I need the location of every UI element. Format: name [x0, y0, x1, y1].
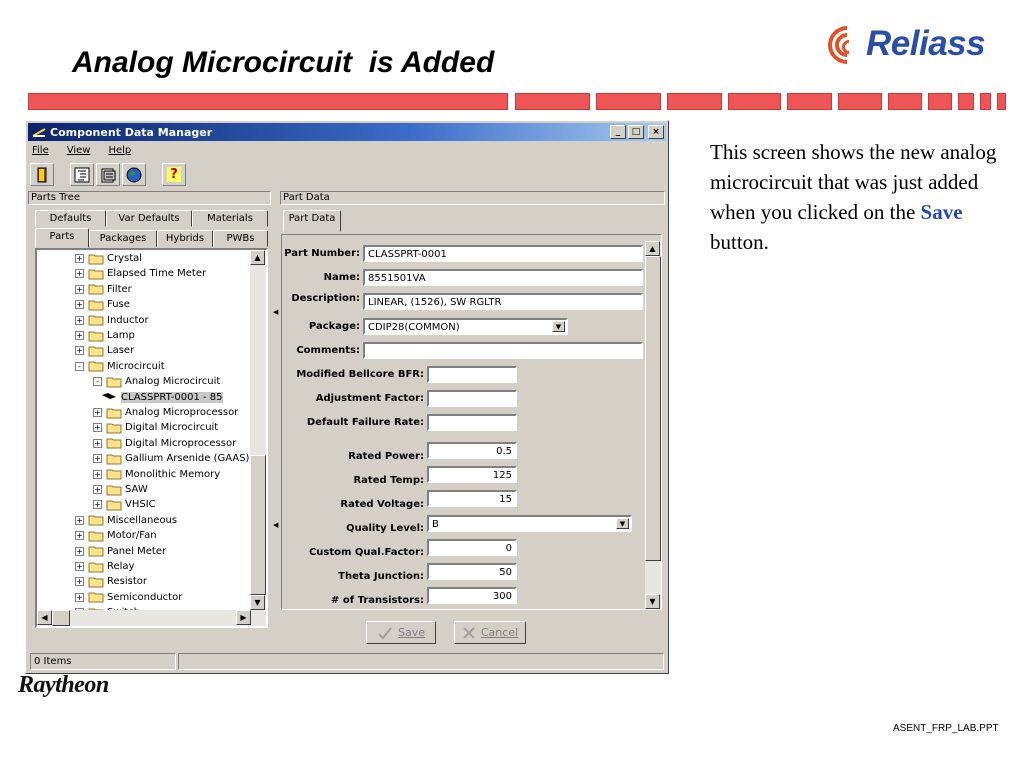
comments-field[interactable] [363, 342, 643, 359]
scroll-left-button[interactable]: ◀ [37, 610, 52, 625]
minimize-button[interactable]: _ [610, 125, 626, 139]
default-failure-rate-field[interactable] [427, 414, 517, 431]
tree-row[interactable] [101, 390, 223, 405]
status-bar [28, 653, 666, 671]
folder-icon [88, 576, 104, 588]
globe-tool-button[interactable] [122, 163, 146, 186]
transistors-field[interactable]: 300 [427, 587, 517, 604]
expand-icon[interactable]: + [76, 577, 83, 587]
tree-row[interactable] [93, 497, 156, 512]
expand-icon[interactable]: + [76, 300, 83, 310]
globe-icon [126, 167, 142, 183]
tree-row[interactable] [75, 544, 166, 559]
slide-caption [710, 137, 1010, 257]
reliass-logo [826, 20, 985, 68]
report-tool-button[interactable] [96, 163, 120, 186]
status-empty [178, 653, 664, 670]
label-part-number: Part Number: [284, 248, 360, 259]
tree-item-label: Digital Microcircuit [125, 422, 219, 434]
expand-icon[interactable]: + [94, 438, 101, 448]
header-rule-segment [667, 93, 722, 110]
expand-icon[interactable]: + [76, 284, 83, 294]
maximize-button[interactable]: □ [628, 125, 644, 139]
tab-parts[interactable]: Parts [35, 228, 89, 248]
tab-var-defaults[interactable]: Var Defaults [106, 210, 192, 227]
tree-row[interactable] [75, 297, 130, 312]
splitter-left-arrow[interactable]: ◀ [273, 521, 279, 529]
tree-row[interactable] [93, 405, 238, 420]
tab-materials[interactable]: Materials [192, 210, 268, 227]
tree-item-label: Laser [107, 345, 135, 357]
tree-row[interactable] [75, 343, 134, 358]
tree-row[interactable] [75, 313, 149, 328]
form-vertical-scrollbar[interactable] [645, 241, 661, 609]
toolbar [30, 163, 188, 186]
tree-horizontal-scrollbar[interactable] [37, 610, 266, 626]
label-description: Description: [291, 293, 360, 304]
hscroll-thumb[interactable] [52, 610, 70, 626]
save-label: Save [397, 626, 425, 639]
header-rule-segment [958, 93, 974, 110]
tree-vertical-scrollbar[interactable] [250, 250, 266, 610]
header-rule-segment [596, 93, 661, 110]
scroll-down-button[interactable]: ▼ [645, 594, 660, 609]
check-icon [377, 626, 393, 640]
header-rule-segment [928, 93, 952, 110]
expand-icon[interactable]: + [94, 500, 101, 510]
tab-pwbs[interactable]: PWBs [213, 230, 268, 247]
tab-part-data[interactable]: Part Data [283, 210, 341, 232]
tree-item-label: Inductor [107, 314, 149, 326]
tree-row[interactable] [75, 251, 142, 266]
chevron-down-icon[interactable]: ▼ [616, 518, 629, 529]
folder-icon [106, 453, 122, 465]
label-default-failure-rate: Default Failure Rate: [306, 417, 424, 428]
menu-file[interactable]: File [32, 145, 49, 156]
collapse-icon[interactable]: - [93, 377, 102, 386]
label-custom-qual-factor: Custom Qual.Factor: [308, 547, 424, 558]
folder-icon [88, 299, 104, 311]
tree-item-label: Monolithic Memory [125, 468, 221, 480]
tab-defaults[interactable]: Defaults [35, 210, 106, 227]
tree-row[interactable] [93, 436, 236, 451]
expand-icon[interactable]: + [76, 562, 83, 571]
tree-item-label: Relay [107, 561, 135, 572]
folder-icon [88, 283, 104, 295]
name-field[interactable]: 8551501VA [363, 269, 643, 286]
tree-item-label: CLASSPRT-0001 - 85 [121, 391, 223, 403]
tree-item-label: Analog Microprocessor [125, 407, 239, 418]
tree-item-label: Resistor [107, 576, 147, 588]
header-rule-segment [838, 93, 882, 110]
part-icon [101, 392, 117, 402]
label-name: Name: [323, 272, 360, 283]
tree-row[interactable] [75, 559, 134, 574]
parts-tree[interactable] [35, 248, 268, 628]
tree-item-label: Crystal [107, 253, 143, 264]
tree-row[interactable] [75, 513, 177, 528]
footer-filename: ASENT_FRP_LAB.PPT [893, 723, 999, 734]
folder-icon [88, 268, 104, 280]
caption-text-end: button. [710, 230, 769, 254]
report-icon [100, 167, 116, 183]
tree-row[interactable] [75, 528, 157, 543]
tree-item-label: Microcircuit [107, 360, 165, 372]
tree-item-label: Analog Microcircuit [125, 376, 221, 388]
scroll-thumb[interactable] [250, 455, 266, 595]
splitter-left-arrow[interactable]: ◀ [273, 308, 279, 316]
tree-item-label: Semiconductor [107, 591, 183, 603]
folder-icon [88, 345, 104, 357]
expand-icon[interactable]: + [94, 423, 101, 433]
pane-splitter[interactable] [272, 306, 278, 626]
header-rule-segment [980, 93, 991, 110]
tree-item-label: Miscellaneous [107, 514, 178, 526]
expand-icon[interactable]: + [94, 408, 101, 417]
part-data-header: Part Data [280, 191, 665, 205]
reliass-logo-icon [826, 22, 870, 66]
folder-open-icon [106, 376, 122, 388]
tree-item-label: VHSIC [125, 499, 156, 511]
header-rule-segment [888, 93, 922, 110]
label-rated-temp: Rated Temp: [353, 475, 424, 486]
caption-keyword: Save [920, 200, 963, 224]
folder-icon [88, 514, 104, 526]
label-bellcore-bfr: Modified Bellcore BFR: [296, 369, 424, 380]
quality-level-select[interactable] [427, 515, 632, 532]
menu-help[interactable]: Help [108, 145, 132, 156]
collapse-icon[interactable]: - [75, 362, 84, 371]
tree-row[interactable] [93, 467, 220, 482]
tab-packages[interactable]: Packages [89, 230, 157, 247]
label-rated-voltage: Rated Voltage: [340, 499, 424, 510]
tree-row[interactable] [75, 574, 147, 589]
status-items: 0 Items [30, 653, 176, 670]
scroll-right-button[interactable]: ▶ [236, 610, 251, 625]
expand-icon[interactable]: + [76, 346, 83, 356]
label-quality-level: Quality Level: [346, 523, 424, 534]
folder-icon [106, 422, 122, 434]
header-rule-segment [515, 93, 590, 110]
folder-icon [88, 253, 104, 265]
raytheon-logo: Raytheon [18, 672, 109, 698]
tree-row[interactable] [93, 374, 220, 389]
cancel-icon [462, 626, 476, 640]
folder-icon [88, 314, 104, 326]
window-title: Component Data Manager [50, 125, 213, 139]
scroll-thumb[interactable] [645, 256, 661, 561]
help-tool-button[interactable] [162, 163, 186, 186]
part-data-form [281, 234, 662, 610]
folder-open-icon [88, 360, 104, 372]
expand-icon[interactable]: + [76, 515, 83, 525]
package-select[interactable] [363, 318, 568, 335]
theta-junction-field[interactable]: 50 [427, 563, 517, 580]
expand-icon[interactable]: + [94, 485, 101, 494]
scroll-up-button[interactable]: ▲ [250, 250, 265, 265]
bellcore-bfr-field[interactable] [427, 366, 517, 383]
header-rule-segment [728, 93, 781, 110]
expand-icon[interactable]: + [76, 254, 83, 263]
window-titlebar[interactable] [28, 123, 666, 141]
exit-tool-button[interactable] [30, 163, 54, 186]
tree-row[interactable] [75, 359, 165, 374]
folder-icon [106, 499, 122, 511]
tree-item-label: Fuse [107, 299, 130, 311]
rated-voltage-field[interactable]: 15 [427, 490, 517, 507]
package-value: CDIP28(COMMON) [368, 322, 460, 333]
chevron-down-icon[interactable]: ▼ [552, 321, 565, 332]
tree-icon [74, 167, 90, 183]
cancel-button[interactable] [454, 621, 526, 644]
tree-item-label: SAW [125, 484, 148, 495]
folder-icon [88, 591, 104, 603]
label-rated-power: Rated Power: [348, 451, 424, 462]
tree-item-label: Gallium Arsenide (GAAS) [125, 453, 250, 465]
tree-row[interactable] [93, 482, 148, 497]
folder-icon [106, 468, 122, 480]
label-adjustment-factor: Adjustment Factor: [315, 393, 424, 404]
rated-power-field[interactable]: 0.5 [427, 442, 517, 459]
header-rule-segment [787, 93, 832, 110]
folder-icon [88, 561, 104, 573]
part-number-field[interactable]: CLASSPRT-0001 [363, 245, 643, 262]
tree-item-label: Panel Meter [107, 545, 167, 557]
menu-view[interactable]: View [66, 145, 91, 156]
app-icon [32, 126, 46, 138]
label-package: Package: [308, 321, 360, 332]
close-button[interactable]: × [648, 125, 664, 139]
expand-icon[interactable]: + [76, 269, 83, 279]
quality-level-value: B [432, 519, 439, 530]
expand-icon[interactable]: + [76, 315, 83, 325]
reliass-logo-text: Reliass [866, 24, 986, 63]
menubar [30, 144, 133, 157]
rated-temp-field[interactable]: 125 [427, 466, 517, 483]
tree-item-label: Elapsed Time Meter [107, 268, 207, 280]
expand-icon[interactable]: + [94, 469, 101, 479]
custom-qual-factor-field[interactable]: 0 [427, 539, 517, 556]
expand-icon[interactable]: + [94, 454, 101, 464]
folder-icon [106, 437, 122, 449]
expand-icon[interactable]: + [76, 531, 83, 541]
slide-title: Analog Microcircuit is Added [72, 46, 495, 79]
tree-row[interactable] [75, 282, 132, 297]
expand-icon[interactable]: + [76, 546, 83, 556]
tree-item-label: Filter [107, 283, 132, 295]
folder-icon [106, 407, 122, 419]
tree-row[interactable] [93, 451, 249, 466]
caption-text: This screen shows the new analog microcircuit that was just added when you clicked on the [710, 140, 997, 224]
folder-icon [88, 330, 104, 342]
tree-row[interactable] [75, 266, 206, 281]
scroll-down-button[interactable]: ▼ [250, 595, 265, 610]
cancel-label: Cancel [480, 626, 519, 639]
header-rule-segment [28, 93, 508, 110]
parts-tree-header: Parts Tree [28, 191, 271, 205]
exit-icon [35, 167, 49, 183]
label-theta-junction: Theta Junction: [338, 571, 424, 582]
tree-item-label: Digital Microprocessor [125, 437, 237, 449]
header-rule-segment [997, 93, 1006, 110]
tree-tool-button[interactable] [70, 163, 94, 186]
scroll-up-button[interactable]: ▲ [645, 241, 660, 256]
expand-icon[interactable]: + [76, 592, 83, 602]
help-icon: ? [167, 167, 181, 182]
folder-icon [106, 484, 122, 496]
expand-icon[interactable]: + [76, 331, 83, 340]
tree-row[interactable] [75, 328, 135, 343]
adjustment-factor-field[interactable] [427, 390, 517, 407]
label-transistors: # of Transistors: [331, 595, 424, 606]
tree-row[interactable] [93, 420, 218, 435]
folder-icon [88, 530, 104, 542]
label-comments: Comments: [296, 345, 360, 356]
component-data-manager-window [25, 120, 669, 674]
folder-icon [88, 545, 104, 557]
save-button[interactable] [366, 621, 436, 644]
description-field[interactable]: LINEAR, (1526), SW RGLTR [363, 293, 643, 310]
tab-hybrids[interactable]: Hybrids [157, 230, 213, 247]
tree-item-label: Motor/Fan [107, 530, 157, 542]
tree-item-label: Lamp [107, 330, 135, 341]
tree-row[interactable] [75, 590, 182, 605]
